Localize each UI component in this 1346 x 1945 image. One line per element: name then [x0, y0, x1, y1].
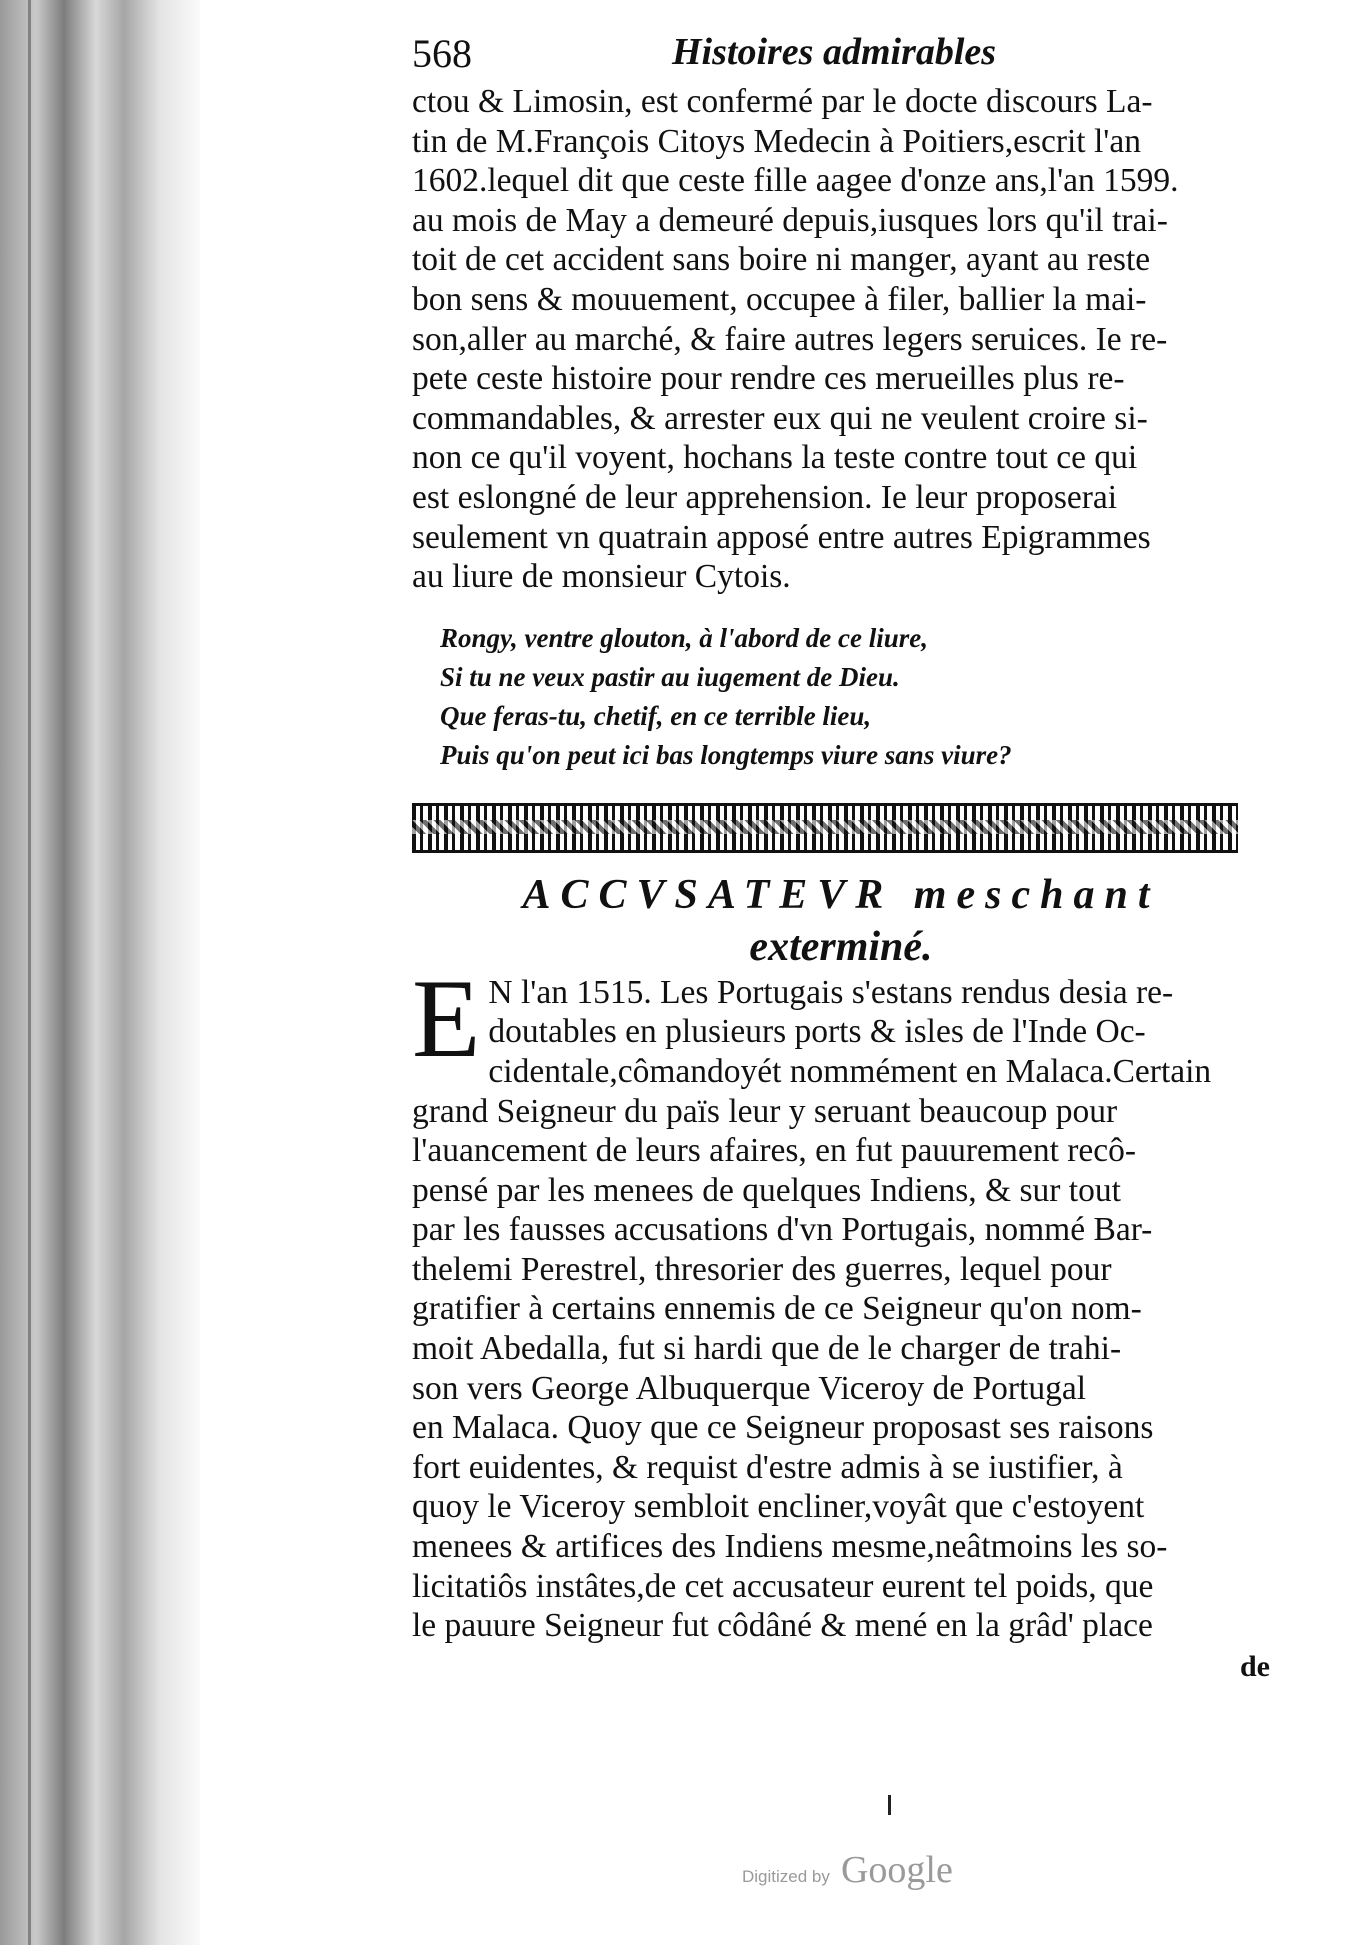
- section-title-line-1: ACCVSATEVR meschant: [522, 871, 1160, 918]
- drop-cap: E: [412, 956, 481, 1081]
- text-line: doutables en plusieurs ports & isles de l'Inde Oc-: [488, 1013, 1146, 1051]
- verse-line: Puis qu'on peut ici bas longtemps viure sans viure?: [440, 739, 1012, 770]
- text-line: son vers George Albuquerque Viceroy de Portugal: [412, 1369, 1087, 1407]
- running-head: [412, 30, 1270, 82]
- text-line: en Malaca. Quoy que ce Seigneur proposast ses raisons: [412, 1409, 1154, 1447]
- paragraph-1: [412, 82, 1270, 597]
- text-line: pete ceste histoire pour rendre ces merueilles plus re-: [412, 360, 1125, 398]
- page-mark: [888, 1795, 891, 1815]
- watermark-brand: Google: [840, 1849, 953, 1891]
- text-line: est eslongné de leur apprehension. Ie leur proposerai: [412, 478, 1118, 516]
- text-line: fort euidentes, & requist d'estre admis à se iustifier, à: [412, 1448, 1123, 1486]
- ornamental-band: [412, 803, 1238, 853]
- text-line: son,aller au marché, & faire autres legers seruices. Ie re-: [412, 320, 1168, 358]
- text-line: seulement vn quatrain apposé entre autres Epigrammes: [412, 518, 1151, 556]
- text-line: pensé par les menees de quelques Indiens, & sur tout: [412, 1171, 1121, 1209]
- text-line: cidentale,cômandoyét nommément en Malaca.Certain: [488, 1052, 1212, 1090]
- section-heading: [412, 869, 1270, 973]
- page-number: 568: [412, 31, 472, 76]
- text-line: commandables, & arrester eux qui ne veulent croire si-: [412, 399, 1148, 437]
- text-line: thelemi Perestrel, thresorier des guerres, lequel pour: [412, 1250, 1112, 1288]
- book-gutter-shadow: [0, 0, 200, 1945]
- text-line: menees & artifices des Indiens mesme,neâtmoins les so-: [412, 1528, 1168, 1566]
- text-line: l'auancement de leurs afaires, en fut pauurement recô-: [412, 1132, 1137, 1170]
- running-title: Histoires admirables: [672, 31, 997, 73]
- digitization-watermark: [742, 1848, 953, 1892]
- text-line: par les fausses accusations d'vn Portugais, nommé Bar-: [412, 1211, 1153, 1249]
- text-line: tin de M.François Citoys Medecin à Poitiers,escrit l'an: [412, 122, 1141, 160]
- text-line: gratifier à certains ennemis de ce Seigneur qu'on nom-: [412, 1290, 1142, 1328]
- page-content: [412, 30, 1270, 1684]
- section-title-line-2: exterminé.: [749, 923, 933, 970]
- text-line: licitatiôs instâtes,de cet accusateur eurent tel poids, que: [412, 1567, 1154, 1605]
- gutter-edge-line: [28, 0, 31, 1945]
- text-line: toit de cet accident sans boire ni manger, ayant au reste: [412, 241, 1151, 279]
- text-line: le pauure Seigneur fut côdâné & mené en la grâd' place: [412, 1607, 1153, 1645]
- text-line: ctou & Limosin, est confermé par le docte discours La-: [412, 83, 1153, 120]
- text-line: au mois de May a demeuré depuis,iusques lors qu'il trai-: [412, 201, 1168, 239]
- text-line: quoy le Viceroy sembloit encliner,voyât que c'estoyent: [412, 1488, 1145, 1526]
- text-line: 1602.lequel dit que ceste fille aagee d'onze ans,l'an 1599.: [412, 162, 1179, 200]
- verse-line: Si tu ne veux pastir au iugement de Dieu.: [440, 661, 900, 692]
- text-line: moit Abedalla, fut si hardi que de le charger de trahi-: [412, 1330, 1122, 1368]
- verse-line: Rongy, ventre glouton, à l'abord de ce liure,: [440, 622, 928, 653]
- text-line: grand Seigneur du païs leur y seruant beaucoup pour: [412, 1092, 1118, 1130]
- catchword: de: [1240, 1649, 1270, 1683]
- paragraph-2: [412, 956, 1270, 1684]
- text-line: N l'an 1515. Les Portugais s'estans rendus desia re-: [488, 973, 1174, 1011]
- text-line: au liure de monsieur Cytois.: [412, 558, 791, 596]
- quatrain: [440, 619, 1270, 775]
- text-line: non ce qu'il voyent, hochans la teste contre tout ce qui: [412, 439, 1138, 477]
- watermark-prefix: Digitized by: [742, 1867, 830, 1886]
- text-line: bon sens & mouuement, occupee à filer, ballier la mai-: [412, 280, 1147, 318]
- verse-line: Que feras-tu, chetif, en ce terrible lieu,: [440, 700, 872, 731]
